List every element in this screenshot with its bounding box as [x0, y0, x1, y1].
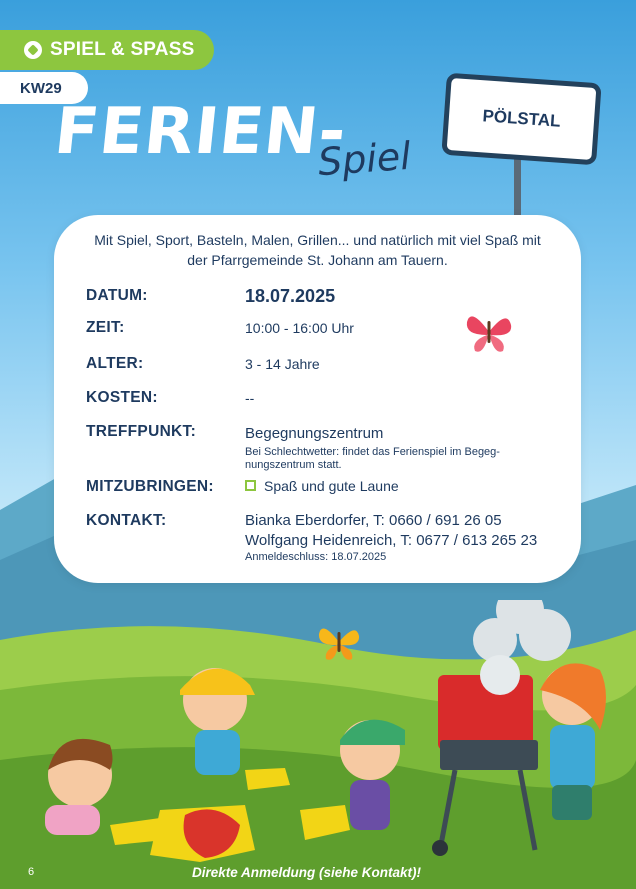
mitzubringen-label: MITZUBRINGEN:: [86, 478, 214, 495]
zeit-label: ZEIT:: [86, 319, 125, 336]
datum-value: 18.07.2025: [245, 286, 336, 306]
treffpunkt-block: [245, 424, 545, 472]
butterfly-icon: [463, 307, 515, 357]
soccer-ball-icon: [24, 41, 42, 59]
checkbox-icon: [245, 480, 256, 491]
page-title: FERIEN-: [51, 95, 351, 169]
alter-label: ALTER:: [86, 355, 144, 372]
page-number: 6: [28, 866, 35, 878]
datum-label: DATUM:: [86, 287, 148, 304]
alter-value: 3 - 14 Jahre: [245, 356, 320, 372]
treffpunkt-value: Begegnungszentrum: [245, 425, 384, 442]
town-sign-label: PÖLSTAL: [481, 106, 562, 131]
mitzubringen-block: [245, 478, 399, 494]
kontakt-note: Anmeldeschluss: 18.07.2025: [245, 551, 387, 563]
category-label: SPIEL & SPASS: [50, 39, 195, 60]
page-subtitle: Spiel: [316, 133, 413, 185]
sign-post: [514, 150, 521, 220]
kontakt-block: [245, 511, 545, 564]
butterfly-yellow-icon: [316, 620, 362, 664]
town-sign: [441, 73, 601, 166]
kosten-value: --: [245, 390, 255, 406]
category-tab: [0, 30, 214, 70]
kontakt-line-1: Bianka Eberdorfer, T: 0660 / 691 26 05: [245, 512, 502, 529]
mitzubringen-value: Spaß und gute Laune: [264, 478, 399, 494]
kontakt-label: KONTAKT:: [86, 512, 167, 529]
intro-text: Mit Spiel, Sport, Basteln, Malen, Grillen... und natürlich mit viel Spaß mit der Pfarrgemeinde St. Johann am Tauern.: [94, 232, 541, 268]
kosten-label: KOSTEN:: [86, 389, 158, 406]
zeit-value: 10:00 - 16:00 Uhr: [245, 320, 354, 336]
treffpunkt-note: Bei Schlechtwetter: findet das Ferienspiel im Begeg-nungszentrum statt.: [245, 446, 500, 471]
footer-note: Direkte Anmeldung (siehe Kontakt)!: [192, 865, 422, 880]
info-card: [54, 215, 581, 583]
treffpunkt-label: TREFFPUNKT:: [86, 423, 197, 440]
kontakt-line-2: Wolfgang Heidenreich, T: 0677 / 613 265 23: [245, 532, 538, 549]
week-badge: KW29: [0, 72, 88, 104]
